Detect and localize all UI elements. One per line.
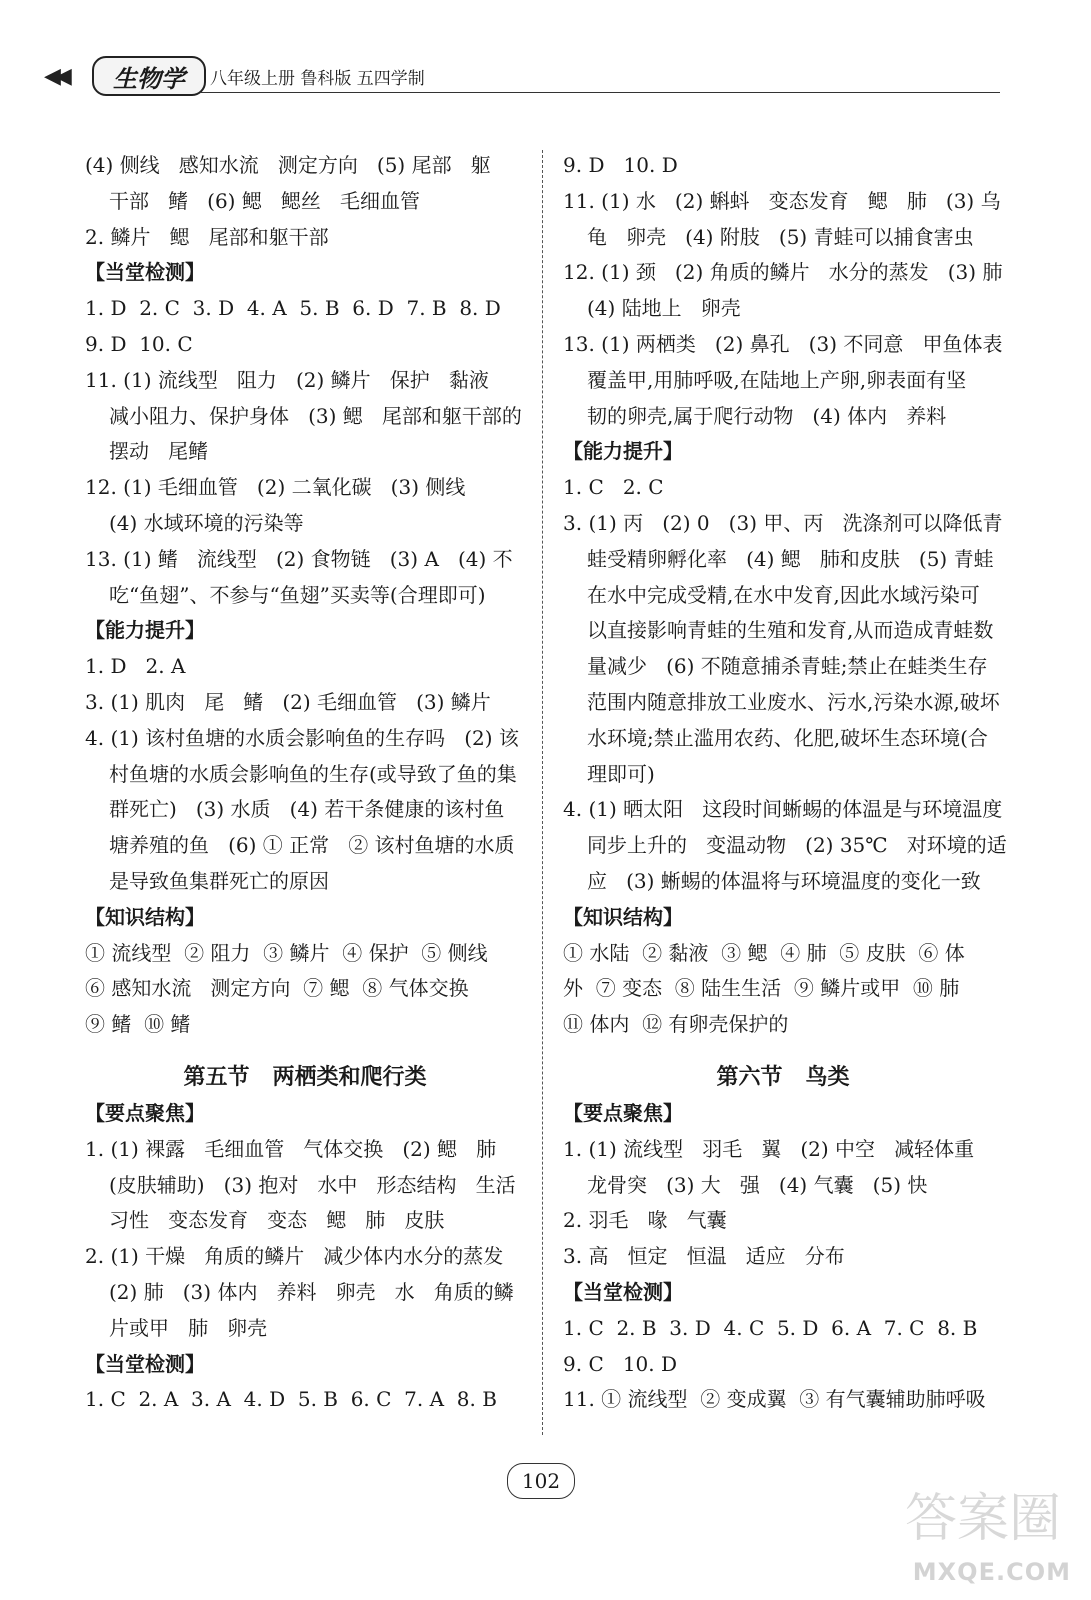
answer-line: 9. D 10. D (563, 153, 678, 177)
section-heading: 【当堂检测】 (85, 260, 205, 285)
answer-line: 2. 鳞片 鳃 尾部和躯干部 (85, 224, 329, 249)
watermark-logo-icon: 答案圈 (904, 1489, 1061, 1549)
answer-line: 1. C 2. C (563, 475, 664, 500)
answer-line: 水环境;禁止滥用农药、化肥,破坏生态环境(合 (587, 725, 988, 750)
answer-line: 2. (1) 干燥 角质的鳞片 减少体内水分的蒸发 (85, 1244, 504, 1269)
answer-line: 覆盖甲,用肺呼吸,在陆地上产卵,卵表面有坚 (587, 367, 967, 392)
answer-line: 摆动 尾鳍 (109, 439, 209, 464)
answer-line: 吃“鱼翅”、不参与“鱼翅”买卖等(合理即可) (109, 582, 486, 607)
answer-line: 片或甲 肺 卵壳 (109, 1315, 268, 1340)
answer-line: 是导致鱼集群死亡的原因 (109, 868, 329, 893)
answer-line: 1. C 2. A 3. A 4. D 5. B 6. C 7. A 8. B (85, 1387, 497, 1412)
answer-line: 理即可) (587, 761, 655, 786)
answer-line: 龟 卵壳 (4) 附肢 (5) 青蛙可以捕食害虫 (587, 224, 974, 249)
answer-line: 量减少 (6) 不随意捕杀青蛙;禁止在蛙类生存 (587, 654, 988, 679)
left-column (85, 148, 525, 1418)
answer-line: 应 (3) 蜥蜴的体温将与环境温度的变化一致 (587, 868, 981, 893)
answer-line: 4. (1) 该村鱼塘的水质会影响鱼的生存吗 (2) 该 (85, 725, 519, 750)
section-title: 第六节 鸟类 (716, 1064, 850, 1090)
section-heading: 【当堂检测】 (85, 1351, 205, 1376)
section-heading: 【当堂检测】 (563, 1279, 683, 1304)
answer-line: (4) 水域环境的污染等 (109, 510, 304, 535)
page-header (40, 56, 1000, 96)
answer-line: 9. C 10. D (563, 1351, 678, 1376)
answer-line: 村鱼塘的水质会影响鱼的生存(或导致了鱼的集 (109, 761, 517, 786)
section-heading: 【知识结构】 (85, 904, 205, 929)
answer-line: 11. (1) 水 (2) 蝌蚪 变态发育 鳃 肺 (3) 乌 (563, 188, 1001, 213)
section-heading: 【要点聚焦】 (85, 1100, 205, 1125)
answer-line: 11. (1) 流线型 阻力 (2) 鳞片 保护 黏液 (85, 367, 489, 392)
answer-line: 外 ⑦ 变态 ⑧ 陆生生活 ⑨ 鳞片或甲 ⑩ 肺 (563, 976, 960, 1001)
section-heading: 【要点聚焦】 (563, 1100, 683, 1125)
answer-line: 1. C 2. B 3. D 4. C 5. D 6. A 7. C 8. B (563, 1315, 978, 1340)
answer-line: 12. (1) 颈 (2) 角质的鳞片 水分的蒸发 (3) 肺 (563, 260, 1003, 285)
answer-line: 1. D 2. C 3. D 4. A 5. B 6. D 7. B 8. D (85, 296, 501, 321)
answer-line: 范围内随意排放工业废水、污水,污染水源,破坏 (587, 689, 1000, 714)
answer-line: 9. D 10. C (85, 331, 193, 356)
answer-line: 1. (1) 流线型 羽毛 翼 (2) 中空 减轻体重 (563, 1136, 975, 1161)
answer-line: 减小阻力、保护身体 (3) 鳃 尾部和躯干部的 (109, 403, 522, 428)
answer-line: 4. (1) 晒太阳 这段时间蜥蜴的体温是与环境温度 (563, 797, 1003, 822)
watermark-text: MXQE.COM (912, 1558, 1071, 1586)
answer-line: 11. ① 流线型 ② 变成翼 ③ 有气囊辅助肺呼吸 (563, 1387, 986, 1412)
answer-line: (4) 侧线 感知水流 测定方向 (5) 尾部 躯 (85, 153, 491, 177)
arrow-icon: ◀◀ (44, 64, 66, 89)
answer-line: ① 流线型 ② 阻力 ③ 鳞片 ④ 保护 ⑤ 侧线 (85, 940, 488, 965)
section-heading: 【能力提升】 (563, 439, 683, 464)
section-heading: 【能力提升】 (85, 618, 205, 643)
answer-line: 2. 羽毛 喙 气囊 (563, 1208, 727, 1233)
answer-line: 习性 变态发育 变态 鳃 肺 皮肤 (109, 1208, 445, 1233)
column-divider (542, 150, 543, 1435)
answer-line: 在水中完成受精,在水中发育,因此水域污染可 (587, 582, 980, 607)
answer-line: 3. (1) 丙 (2) 0 (3) 甲、丙 洗涤剂可以降低青 (563, 510, 1003, 535)
section-heading: 【知识结构】 (563, 904, 683, 929)
answer-line: 1. D 2. A (85, 654, 186, 679)
answer-line: 3. (1) 肌肉 尾 鳍 (2) 毛细血管 (3) 鳞片 (85, 689, 491, 714)
answer-line: ⑥ 感知水流 测定方向 ⑦ 鳃 ⑧ 气体交换 (85, 976, 469, 1001)
right-column (563, 148, 1007, 1418)
answer-line: 龙骨突 (3) 大 强 (4) 气囊 (5) 快 (587, 1172, 928, 1197)
answer-line: (4) 陆地上 卵壳 (587, 296, 741, 321)
answer-line: 3. 高 恒定 恒温 适应 分布 (563, 1244, 845, 1269)
answer-line: 1. (1) 裸露 毛细血管 气体交换 (2) 鳃 肺 (85, 1136, 497, 1161)
page-number: 102 (507, 1463, 575, 1499)
book-subtitle: 八年级上册 鲁科版 五四学制 (210, 69, 425, 89)
subject-badge: 生物学 (92, 56, 206, 96)
answer-line: ① 水陆 ② 黏液 ③ 鳃 ④ 肺 ⑤ 皮肤 ⑥ 体 (563, 940, 965, 965)
answer-line: 以直接影响青蛙的生殖和发育,从而造成青蛙数 (587, 618, 994, 643)
answer-line: 塘养殖的鱼 (6) ① 正常 ② 该村鱼塘的水质 (109, 833, 515, 858)
header-rule (200, 92, 1000, 93)
answer-line: 群死亡) (3) 水质 (4) 若干条健康的该村鱼 (109, 797, 505, 822)
answer-line: 13. (1) 两栖类 (2) 鼻孔 (3) 不同意 甲鱼体表 (563, 331, 1003, 356)
answer-line: 12. (1) 毛细血管 (2) 二氧化碳 (3) 侧线 (85, 475, 466, 500)
answer-line: ⑪ 体内 ⑫ 有卵壳保护的 (563, 1012, 789, 1037)
answer-line: 蛙受精卵孵化率 (4) 鳃 肺和皮肤 (5) 青蛙 (587, 546, 994, 571)
answer-line: ⑨ 鳍 ⑩ 鳍 (85, 1012, 191, 1037)
answer-line: 同步上升的 变温动物 (2) 35℃ 对环境的适 (587, 833, 1007, 858)
section-title: 第五节 两栖类和爬行类 (183, 1064, 427, 1090)
answer-line: 干部 鳍 (6) 鳃 鳃丝 毛细血管 (109, 188, 420, 213)
answer-line: (2) 肺 (3) 体内 养料 卵壳 水 角质的鳞 (109, 1279, 514, 1304)
answer-line: 韧的卵壳,属于爬行动物 (4) 体内 养料 (587, 403, 947, 428)
watermark (891, 1476, 1071, 1586)
answer-line: (皮肤辅助) (3) 抱对 水中 形态结构 生活 (109, 1172, 516, 1197)
answer-line: 13. (1) 鳍 流线型 (2) 食物链 (3) A (4) 不 (85, 546, 513, 571)
